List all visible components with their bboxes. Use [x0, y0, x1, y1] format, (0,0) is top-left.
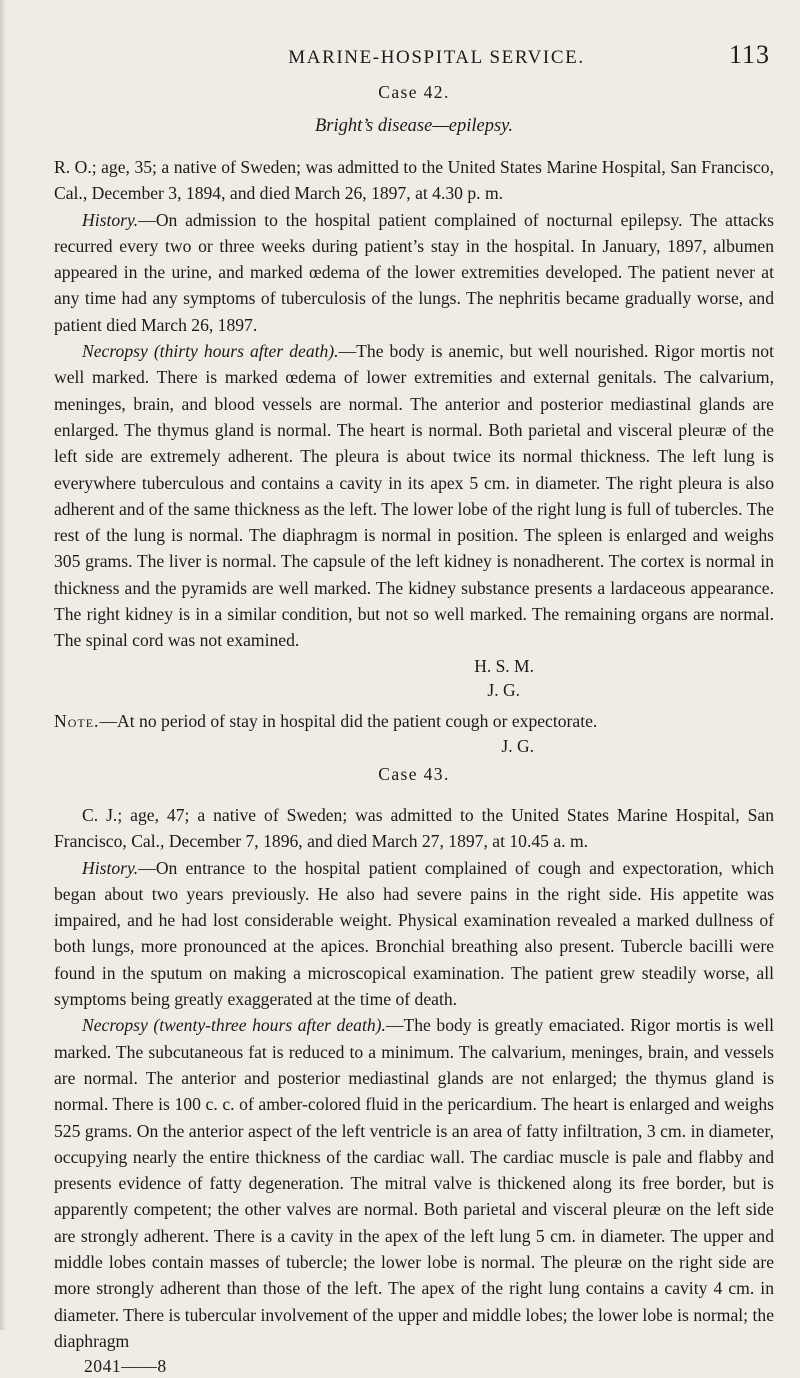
case-42-intro: R. O.; age, 35; a native of Sweden; was admitted to the United States Marine Hospital, San Francisco, Cal., December 3, 1894, and died March 26, 1897, at 4.30 p. m. [54, 157, 774, 204]
case-42-note-signature: J. G. [501, 735, 534, 756]
case-42-necropsy-text: —The body is anemic, but well nourished. Rigor mortis not well marked. There is marked œdema of lower extremities and external genitals. The calvarium, meninges, brain, and blood vessels are normal. The anterior and posterior mediastinal glands are enlarged. The thymus gland is normal. The heart is normal. Both parietal and visceral pleuræ of the left side are extremely adherent. The pleura is about twice its normal thickness. The left lung is everywhere tuberculous and contains a cavity in its apex 5 cm. in diameter. The right pleura is also adherent and of the same thickness as the left. The lower lobe of the right lung is full of tubercles. The rest of the lung is normal. The diaphragm is normal in position. The spleen is enlarged and weighs 305 grams. The liver is normal. The capsule of the left kidney is nonadherent. The cortex is normal in thickness and the pyramids are well marked. The kidney substance presents a lardaceous appearance. The right kidney is in a similar condition, but not so well marked. The remaining organs are normal. The spinal cord was not examined. [54, 341, 774, 651]
case-42-note-label: Note. [54, 710, 100, 731]
printer-signature-mark: 2041——8 [84, 1356, 167, 1377]
case-43-necropsy-label: Necropsy (twenty-three hours after death). [82, 1015, 386, 1036]
case-42-heading: Case 42. [378, 82, 450, 102]
case-43-history [54, 855, 774, 1013]
running-title: MARINE-HOSPITAL SERVICE. [288, 47, 585, 68]
page-header [54, 40, 774, 70]
case-43-history-text: —On entrance to the hospital patient complained of cough and expectoration, which began about two years previously. He also had severe pains in the right side. His appetite was impaired, and he had lost considerable weight. Physical examination revealed a marked dullness of both lungs, more pronounced at the apices. Bronchial breathing also present. Tubercle bacilli were found in the sputum on making a microscopical examination. The patient grew steadily worse, all symptoms being greatly exaggerated at the time of death. [54, 857, 774, 1010]
case-42-note [54, 708, 774, 734]
case-42-history-text: —On admission to the hospital patient complained of nocturnal epilepsy. The attacks recurred every two or three weeks during patient’s stay in the hospital. In January, 1897, albumen appeared in the urine, and marked œdema of the lower extremities developed. The patient never at any time had any symptoms of tuberculosis of the lungs. The nephritis became gradually worse, and patient died March 26, 1897. [54, 209, 774, 335]
case-42-signature-1: H. S. M. [474, 655, 534, 676]
case-43-heading: Case 43. [378, 763, 450, 784]
case-42-history [54, 207, 774, 338]
case-43-history-label: History. [82, 857, 139, 878]
page-binding-shadow [0, 0, 6, 1330]
case-42-history-label: History. [82, 209, 139, 230]
case-42-necropsy-label: Necropsy (thirty hours after death). [82, 341, 339, 362]
case-42-signature-2: J. G. [487, 679, 520, 700]
page-number: 113 [728, 40, 770, 69]
case-42-subtitle: Bright’s disease—epilepsy. [314, 116, 513, 136]
case-42-necropsy [54, 338, 774, 654]
case-43-intro: C. J.; age, 47; a native of Sweden; was admitted to the United States Marine Hospital, San Francisco, Cal., December 7, 1896, and died March 27, 1897, at 10.45 a. m. [54, 804, 774, 852]
case-43-necropsy-text: —The body is greatly emaciated. Rigor mortis is well marked. The subcutaneous fat is reduced to a minimum. The calvarium, meninges, brain, and vessels are normal. The anterior and posterior mediastinal glands are not enlarged; the thymus gland is normal. There is 100 c. c. of amber-colored fluid in the pericardium. The heart is enlarged and weighs 525 grams. On the anterior aspect of the left ventricle is an area of fatty infiltration, 3 cm. in diameter, occupying nearly the entire thickness of the cardiac wall. The cardiac muscle is pale and flabby and presents evidence of fatty degeneration. The mitral valve is thickened along its free border, but is apparently competent; the other valves are normal. Both parietal and visceral pleuræ on the left side are strongly adherent. There is a cavity in the apex of the left lung 5 cm. in diameter. The upper and middle lobes contain masses of tubercle; the lower lobe is normal. The pleuræ on the right side are more strongly adherent than those of the left. The apex of the right lung contains a cavity 4 cm. in diameter. There is tubercular involvement of the upper and middle lobes; the lower lobe is normal; the diaphragm [54, 1015, 774, 1351]
case-43-necropsy [54, 1012, 774, 1354]
case-42-note-text: —At no period of stay in hospital did the patient cough or expectorate. [99, 710, 598, 731]
